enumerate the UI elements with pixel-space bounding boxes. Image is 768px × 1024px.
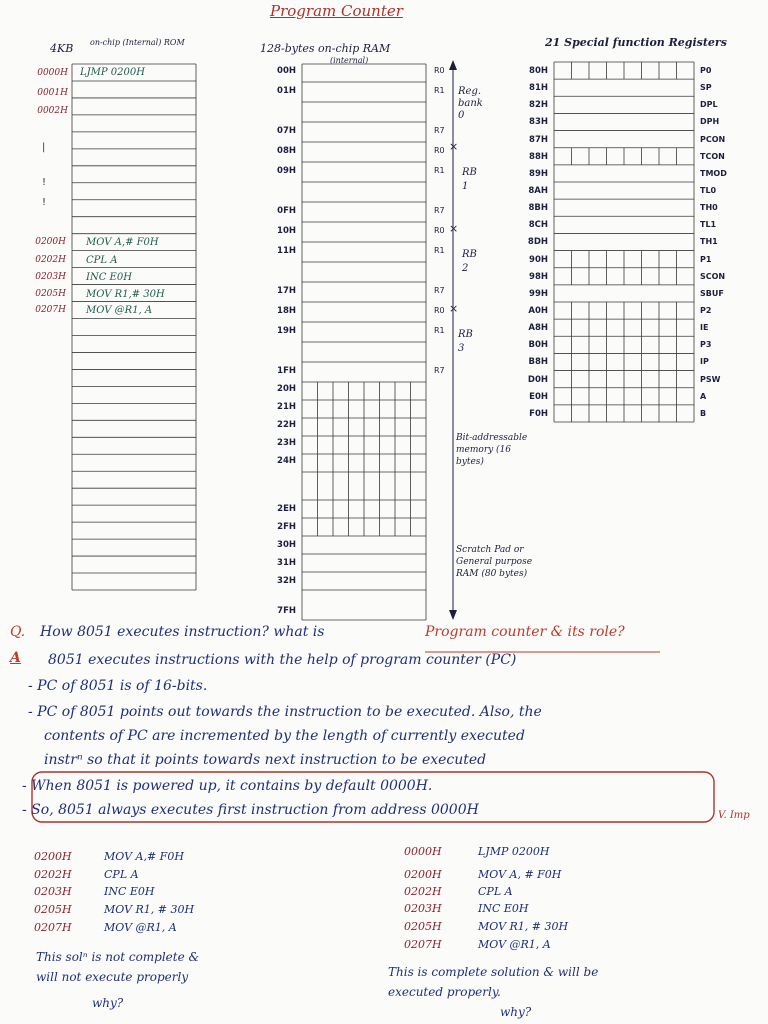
ram-label-rb0: Reg. bank 0 [458, 86, 483, 121]
answer-line-7: - So, 8051 always executes first instruction from address 0000H [22, 802, 479, 818]
sfr-address: 8AH [528, 186, 548, 196]
ram-register-label: R0 [434, 226, 445, 235]
answer-line-1: 8051 executes instructions with the help of program counter (PC) [48, 652, 517, 668]
rom-instruction: CPL A [86, 255, 118, 266]
sfr-address: B8H [528, 357, 548, 368]
ram-address: 10H [277, 226, 296, 236]
sfr-address: 8CH [528, 220, 548, 231]
sfr-name: IE [700, 323, 709, 333]
ram-register-label: R0 [434, 66, 445, 75]
ellipsis-mark: | [42, 142, 46, 153]
right-conclusion-3: why? [500, 1005, 532, 1019]
question-text-1: How 8051 executes instruction? what is [40, 624, 325, 640]
right-example-instruction: MOV @R1, A [478, 938, 551, 951]
ram-register-label: R1 [434, 246, 445, 255]
sfr-name: IP [700, 357, 709, 367]
ram-address: 32H [277, 576, 296, 586]
sfr-address: F0H [529, 408, 548, 419]
answer-line-2: - PC of 8051 is of 16-bits. [28, 678, 208, 694]
sfr-address: 88H [529, 151, 548, 162]
sfr-address: D0H [527, 374, 548, 385]
ram-address: 09H [277, 166, 296, 176]
ram-address: 1FH [277, 366, 296, 376]
ram-address: 2FH [277, 522, 296, 532]
ram-label-bit: Bit-addressable memory (16 bytes) [456, 433, 528, 467]
ram-address: 21H [277, 402, 296, 412]
sfr-address: 90H [529, 254, 548, 265]
rom-header: 4KB [50, 42, 74, 55]
right-example-address: 0203H [404, 902, 442, 915]
sfr-name: PCON [700, 134, 726, 144]
ram-address: 23H [277, 438, 296, 448]
left-example-address: 0200H [34, 850, 72, 863]
ram-arrow-head-bottom [449, 610, 457, 620]
ram-register-label: R1 [434, 166, 445, 175]
ram-address: 31H [277, 558, 296, 568]
ram-label-rb1: RB 1 [462, 167, 477, 192]
ram-address: 19H [277, 326, 296, 336]
ram-grid [302, 64, 426, 620]
answer-line-4: contents of PC are incremented by the length of currently executed [44, 728, 525, 744]
ram-register-label: R7 [434, 286, 445, 295]
ram-register-label: R7 [434, 206, 445, 215]
sfr-address: 80H [529, 66, 548, 76]
right-conclusion-2: executed properly. [388, 985, 501, 999]
ellipsis-mark: ! [42, 177, 47, 188]
ram-address: 00H [277, 66, 296, 76]
right-example-instruction: MOV A, # F0H [478, 868, 562, 881]
right-example-instruction: LJMP 0200H [478, 845, 550, 858]
sfr-name: TH0 [700, 203, 718, 213]
rom-address: 0001H [37, 88, 68, 98]
sfr-address: 81H [529, 83, 548, 94]
right-conclusion-1: This is complete solution & will be [388, 965, 599, 979]
left-example-instruction: MOV @R1, A [104, 921, 177, 934]
ram-register-label: R0 [434, 306, 445, 315]
ram-register-label: R1 [434, 326, 445, 335]
answer-line-3: - PC of 8051 points out towards the instruction to be executed. Also, the [28, 704, 542, 720]
rom-address: 0200H [35, 237, 66, 247]
x-mark: × [449, 302, 459, 315]
rom-instruction: MOV @R1, A [86, 305, 153, 316]
sfr-name: A [700, 391, 707, 401]
ram-address: 22H [277, 420, 296, 430]
sfr-grid [554, 62, 694, 422]
left-example-address: 0202H [34, 868, 72, 881]
sfr-address: 82H [529, 100, 548, 111]
left-example-instruction: INC E0H [104, 885, 155, 898]
question-text-2: Program counter & its role? [425, 624, 625, 640]
right-example-address: 0205H [404, 920, 442, 933]
question-prefix: Q. [10, 624, 26, 640]
ram-label-scratch: Scratch Pad or General purpose RAM (80 bytes) [456, 545, 533, 579]
page-title: Program Counter [270, 2, 403, 20]
sfr-address: 83H [529, 117, 548, 128]
ram-address: 07H [277, 126, 296, 136]
ram-header-sub: (internal) [330, 56, 369, 65]
ram-register-label: R7 [434, 366, 445, 375]
importance-note: V. Imp [718, 810, 750, 821]
right-example-instruction: CPL A [478, 885, 513, 898]
left-example-address: 0207H [34, 921, 72, 934]
rom-address: 0002H [37, 106, 68, 116]
right-example-address: 0200H [404, 868, 442, 881]
sfr-name: P3 [700, 340, 712, 350]
sfr-name: TL1 [700, 220, 717, 230]
ram-address: 7FH [277, 606, 296, 616]
left-example-address: 0203H [34, 885, 72, 898]
left-conclusion-1: This solⁿ is not complete & [36, 950, 200, 964]
sfr-address: 89H [529, 168, 548, 179]
sfr-name: DPH [700, 117, 720, 127]
sfr-name: TCON [700, 151, 725, 161]
ram-address: 2EH [277, 504, 296, 514]
answer-line-6: - When 8051 is powered up, it contains by default 0000H. [22, 778, 433, 794]
x-mark: × [449, 222, 459, 235]
rom-address: 0205H [35, 289, 66, 299]
sfr-address: A0H [528, 306, 548, 316]
left-conclusion-2: will not execute properly [36, 970, 189, 984]
ram-register-label: R0 [434, 146, 445, 155]
right-example-address: 0000H [404, 845, 442, 858]
ram-address: 18H [277, 306, 296, 316]
left-example-address: 0205H [34, 903, 72, 916]
rom-header-sub: on-chip (Internal) ROM [90, 38, 185, 47]
sfr-name: SCON [700, 271, 726, 281]
rom-address: 0202H [35, 255, 66, 265]
sfr-name: TL0 [700, 186, 717, 195]
ellipsis-mark: ! [42, 197, 47, 208]
left-conclusion-3: why? [92, 996, 124, 1010]
sfr-name: PSW [700, 374, 721, 384]
right-example-instruction: MOV R1, # 30H [478, 920, 569, 933]
ram-address: 11H [277, 246, 296, 256]
ram-header: 128-bytes on-chip RAM [260, 42, 391, 55]
sfr-address: A8H [528, 323, 548, 334]
rom-address: 0000H [37, 68, 68, 78]
sfr-address: 87H [529, 134, 548, 145]
rom-address: 0203H [35, 272, 66, 282]
sfr-name: SP [700, 83, 712, 93]
right-example-address: 0207H [404, 938, 442, 951]
rom-address: 0207H [35, 305, 66, 315]
sfr-address: E0H [529, 391, 548, 402]
sfr-name: TH1 [700, 237, 718, 247]
rom-instruction: INC E0H [86, 272, 132, 283]
ram-address: 0FH [277, 206, 296, 216]
ram-address: 30H [277, 540, 296, 550]
x-mark: × [449, 140, 459, 153]
sfr-name: P0 [700, 66, 712, 75]
ram-address: 17H [277, 286, 296, 296]
rom-instruction: MOV A,# F0H [86, 237, 159, 248]
sfr-address: 99H [529, 288, 548, 299]
sfr-name: DPL [700, 100, 718, 110]
ram-address: 01H [277, 86, 296, 96]
ram-address: 08H [277, 146, 296, 156]
sfr-name: TMOD [700, 168, 727, 178]
ram-arrow-head-top [449, 60, 457, 70]
right-example-instruction: INC E0H [478, 902, 529, 915]
right-example-address: 0202H [404, 885, 442, 898]
rom-grid [72, 64, 196, 590]
ram-address: 24H [277, 456, 296, 466]
ram-register-label: R7 [434, 126, 445, 135]
left-example-instruction: CPL A [104, 868, 139, 881]
ram-address: 20H [277, 384, 296, 394]
ram-label-rb3: RB 3 [458, 329, 473, 354]
sfr-name: B [700, 408, 707, 418]
sfr-address: 98H [529, 271, 548, 282]
sfr-address: 8BH [528, 203, 548, 214]
ram-label-rb2: RB 2 [462, 249, 477, 274]
answer-line-5: instrⁿ so that it points towards next instruction to be executed [44, 752, 487, 768]
rom-instruction: MOV R1,# 30H [86, 289, 165, 300]
rom-first-instr: LJMP 0200H [80, 67, 145, 78]
sfr-address: 8DH [527, 237, 548, 248]
answer-prefix: A [10, 650, 21, 666]
sfr-name: P1 [700, 254, 712, 264]
sfr-address: B0H [528, 340, 548, 351]
sfr-name: P2 [700, 306, 712, 315]
left-example-instruction: MOV R1, # 30H [104, 903, 195, 916]
sfr-header: 21 Special function Registers [545, 36, 727, 49]
left-example-instruction: MOV A,# F0H [104, 850, 184, 863]
ram-register-label: R1 [434, 86, 445, 95]
sfr-name: SBUF [700, 288, 724, 298]
